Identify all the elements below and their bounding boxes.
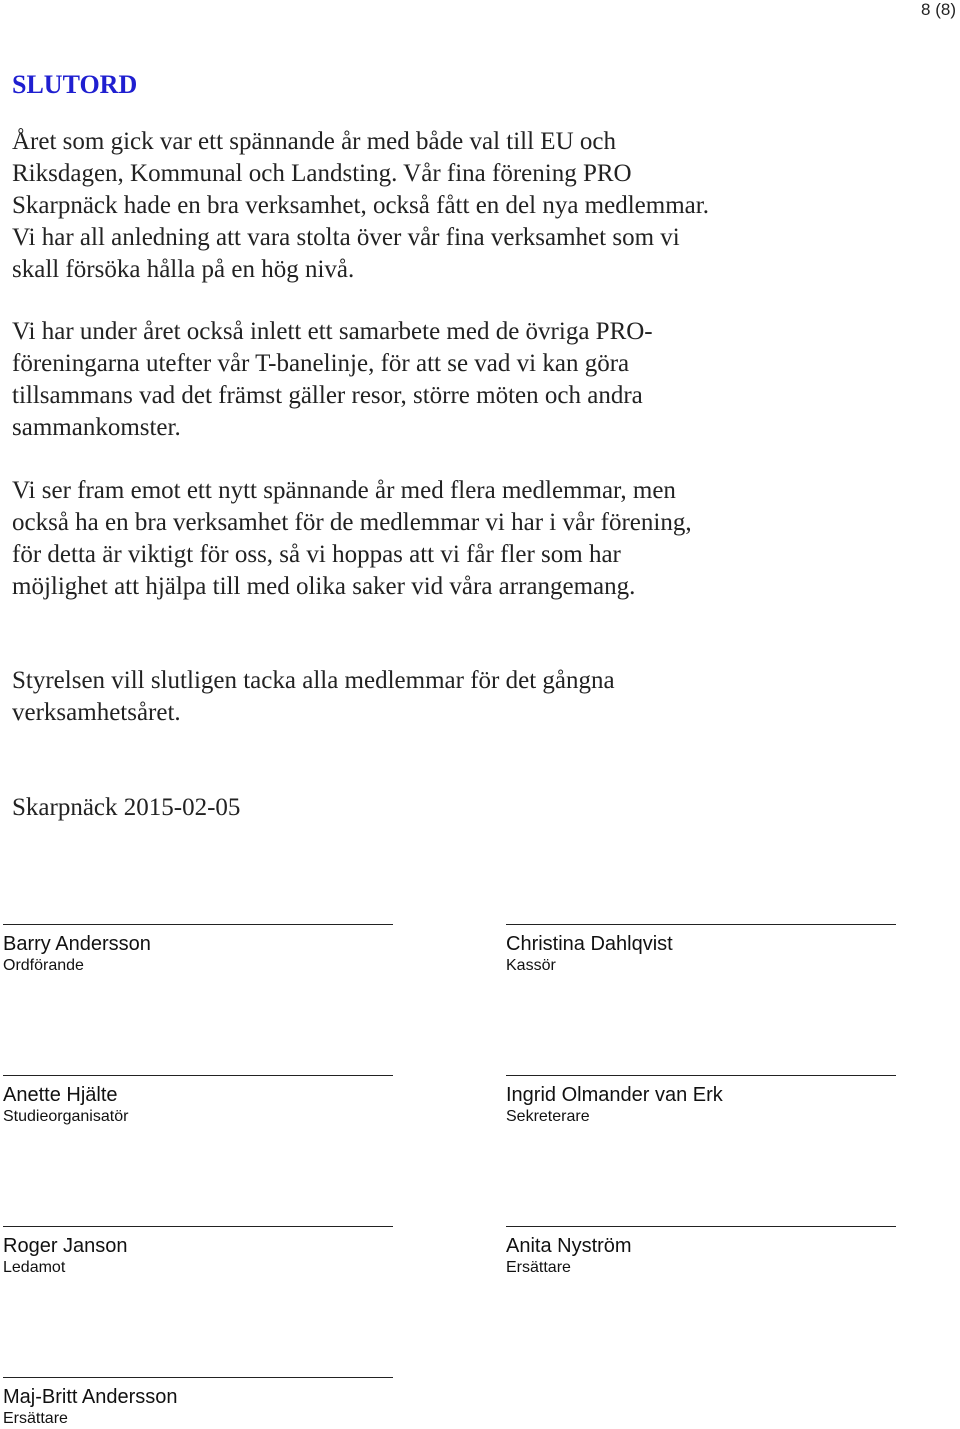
signatory-role: Studieorganisatör [3, 1108, 129, 1125]
signatory-name: Ingrid Olmander van Erk [506, 1084, 723, 1106]
signatory-role: Ersättare [3, 1410, 68, 1427]
signatory-role: Kassör [506, 957, 556, 974]
signature-line [3, 1226, 393, 1227]
signatory-name: Maj-Britt Andersson [3, 1386, 178, 1408]
signatory-name: Christina Dahlqvist [506, 933, 673, 955]
paragraph-collaboration: Vi har under året också inlett ett samarbete med de övriga PRO-föreningarna utefter vår T-banelinje, för att se vad vi kan göra tillsammans vad det främst gäller resor, större möten och andra sammankomster. [12, 318, 653, 441]
signature-block [3, 1377, 393, 1429]
signature-line [3, 924, 393, 925]
signature-line [506, 924, 896, 925]
signature-block [506, 924, 896, 976]
signatory-name: Barry Andersson [3, 933, 151, 955]
page-number: 8 (8) [921, 0, 956, 19]
signatory-role: Ersättare [506, 1259, 571, 1276]
signatory-name: Anette Hjälte [3, 1084, 118, 1106]
signature-block [506, 1226, 896, 1278]
paragraph-thanks: Styrelsen vill slutligen tacka alla medlemmar för det gångna verksamhetsåret. [12, 667, 615, 726]
signature-block [3, 924, 393, 976]
signatory-role: Sekreterare [506, 1108, 590, 1125]
signature-line [3, 1377, 393, 1378]
signatory-name: Anita Nyström [506, 1235, 632, 1257]
section-heading: SLUTORD [12, 70, 138, 99]
place-date: Skarpnäck 2015-02-05 [12, 794, 241, 821]
paragraph-outlook: Vi ser fram emot ett nytt spännande år med flera medlemmar, men också ha en bra verksamhet för de medlemmar vi har i vår förening, för detta är viktigt för oss, så vi hoppas att vi får fler som har möjlighet att hjälpa till med olika saker vid våra arrangemang. [12, 477, 692, 600]
signatory-name: Roger Janson [3, 1235, 128, 1257]
signature-block [506, 1075, 896, 1127]
signature-block [3, 1075, 393, 1127]
paragraph-year-summary: Året som gick var ett spännande år med både val till EU och Riksdagen, Kommunal och Landsting. Vår fina förening PRO Skarpnäck hade en bra verksamhet, också fått en del nya medlemmar. Vi har all anledning att vara stolta över vår fina verksamhet som vi skall försöka hålla på en hög nivå. [12, 128, 709, 283]
signatory-role: Ordförande [3, 957, 84, 974]
signature-line [506, 1075, 896, 1076]
signature-line [506, 1226, 896, 1227]
signature-line [3, 1075, 393, 1076]
signature-block [3, 1226, 393, 1278]
signatory-role: Ledamot [3, 1259, 66, 1276]
